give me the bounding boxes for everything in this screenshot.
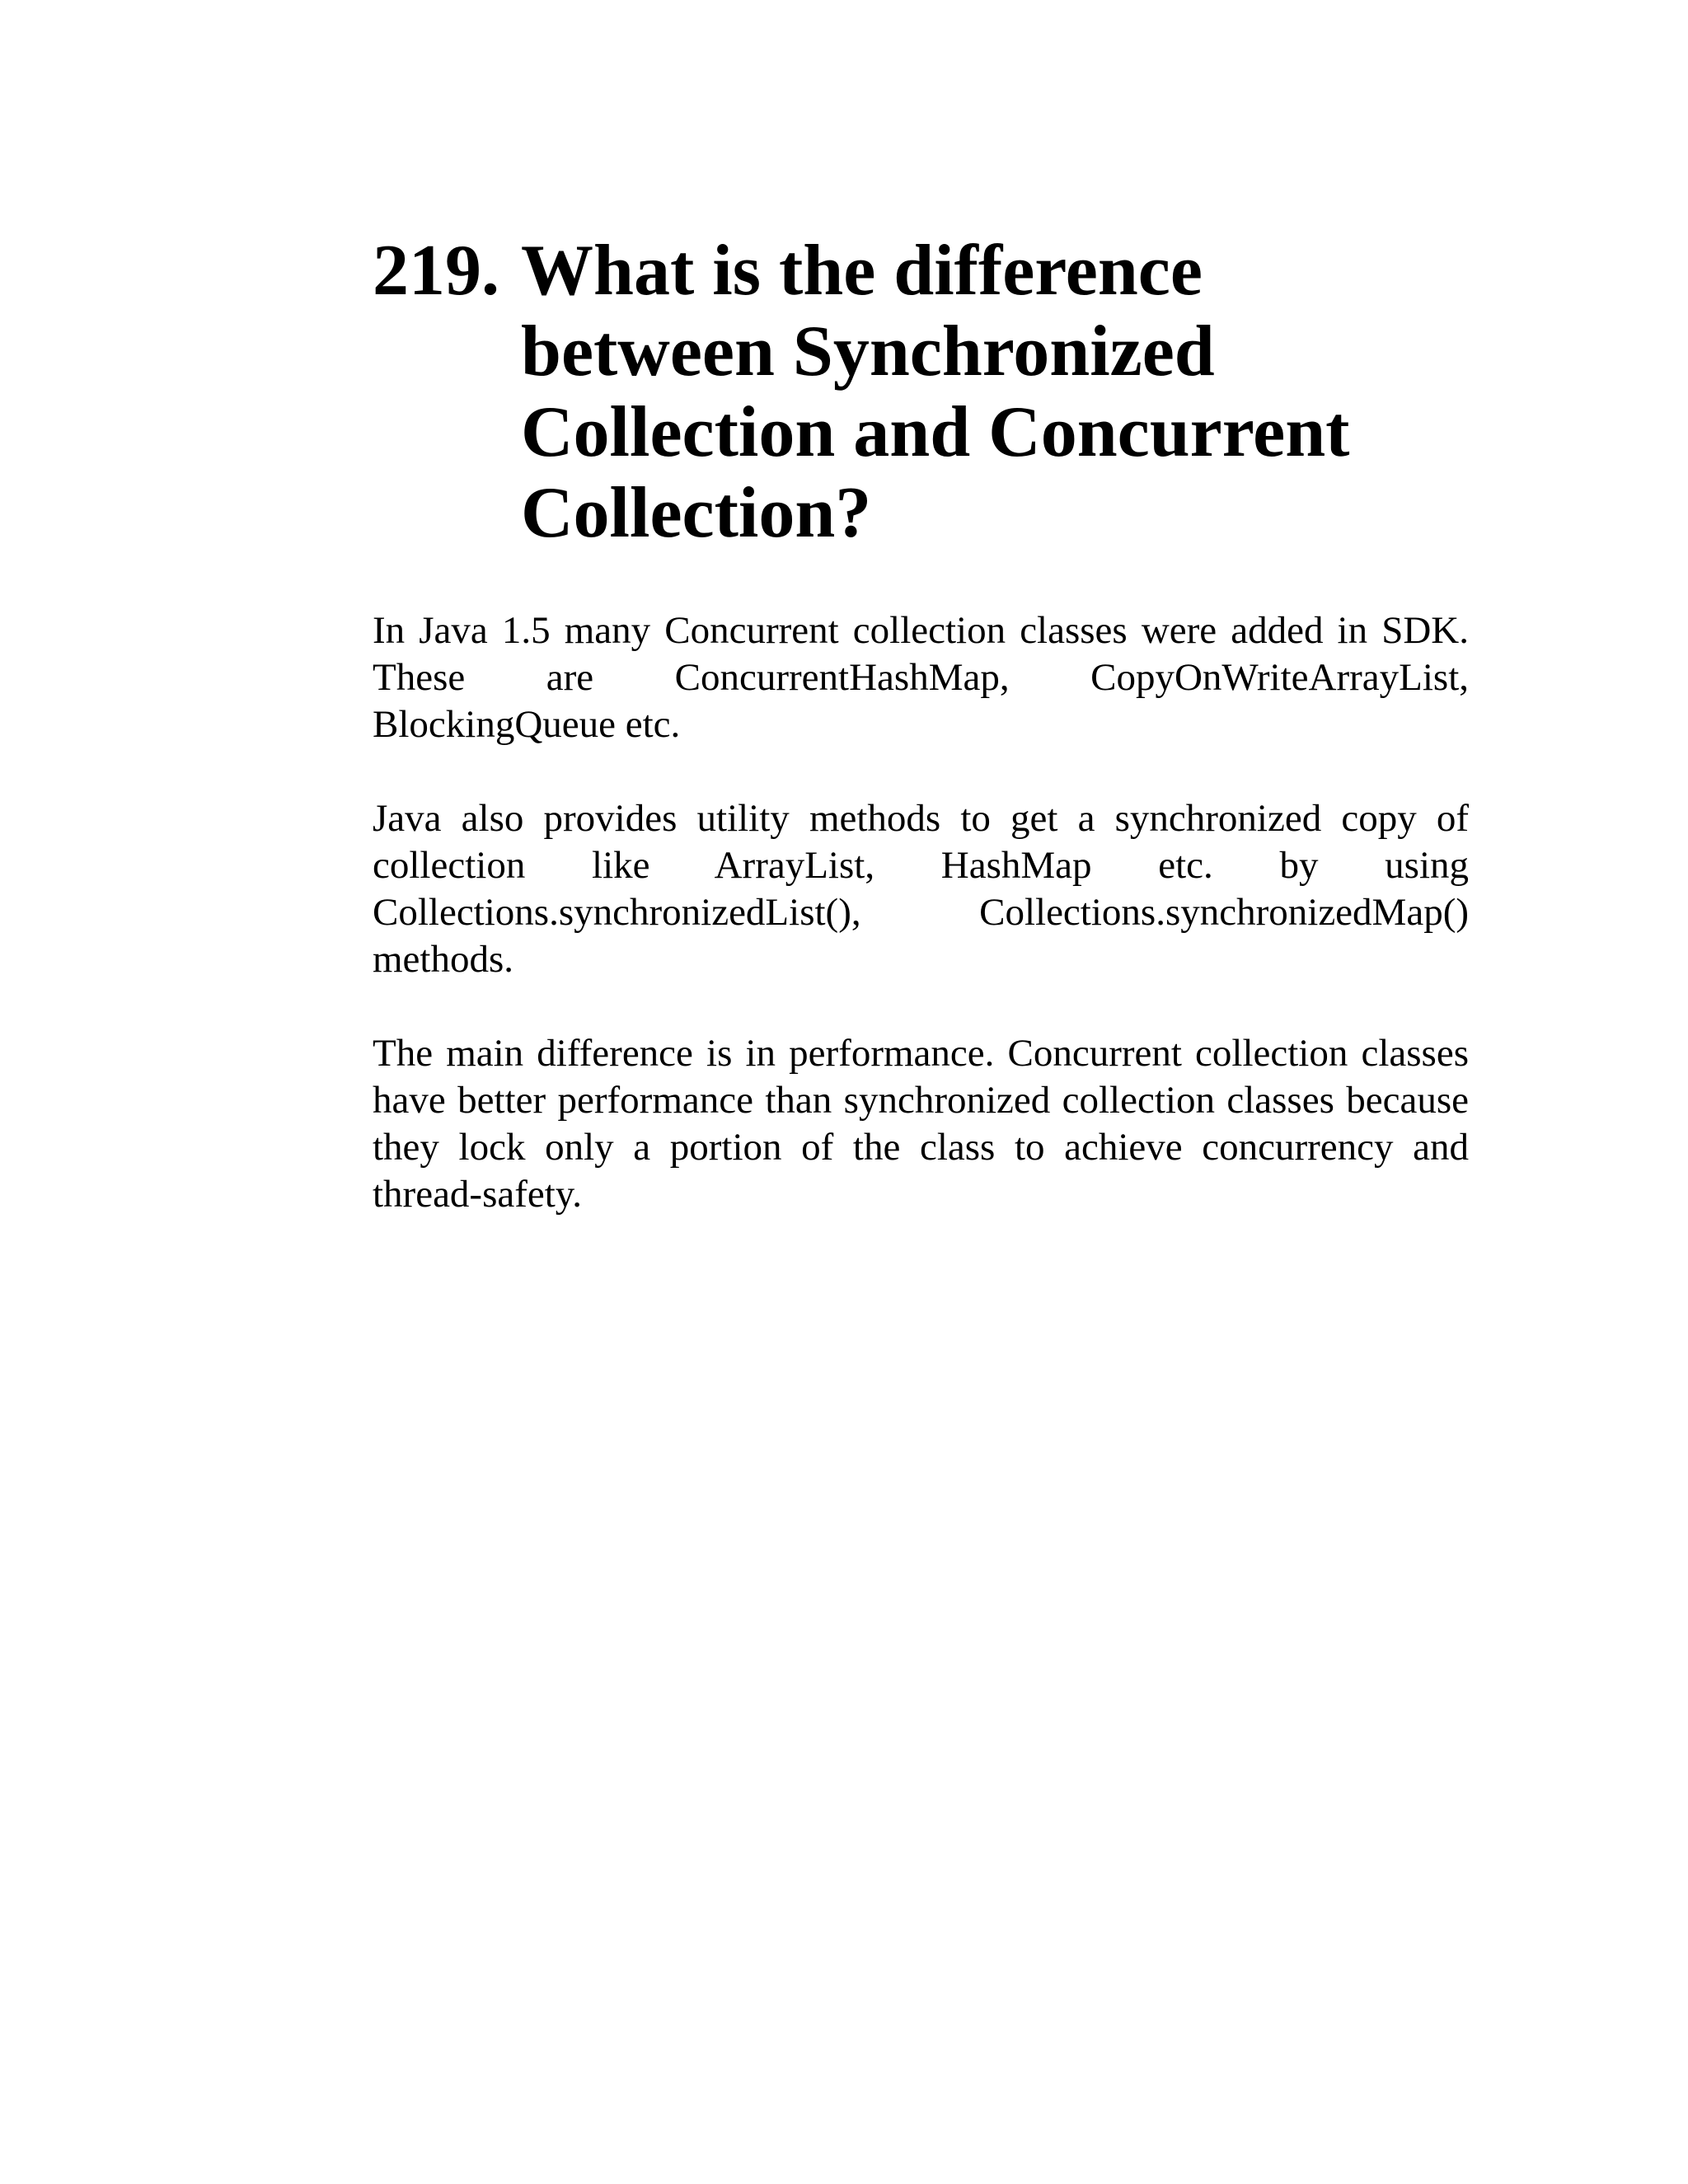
answer-paragraph-2: Java also provides utility methods to get a synchronized copy of collection like ArrayList, HashMap etc. by using Collections.synchronizedList(), Collections.synchronizedMap() methods. [373, 797, 1469, 981]
answer-paragraph-3: The main difference is in performance. Concurrent collection classes have better performance than synchronized collection classes because they lock only a portion of the class to achieve concurrency and thread-safety. [373, 1032, 1469, 1216]
question-number: 219. [373, 231, 499, 311]
question-title: What is the difference between Synchronized Collection and Concurrent Collection? [521, 231, 1350, 553]
document-page [373, 231, 1469, 1218]
question-heading [373, 231, 1469, 554]
answer-paragraph-1: In Java 1.5 many Concurrent collection classes were added in SDK. These are ConcurrentHashMap, CopyOnWriteArrayList, BlockingQueue etc. [373, 609, 1469, 746]
